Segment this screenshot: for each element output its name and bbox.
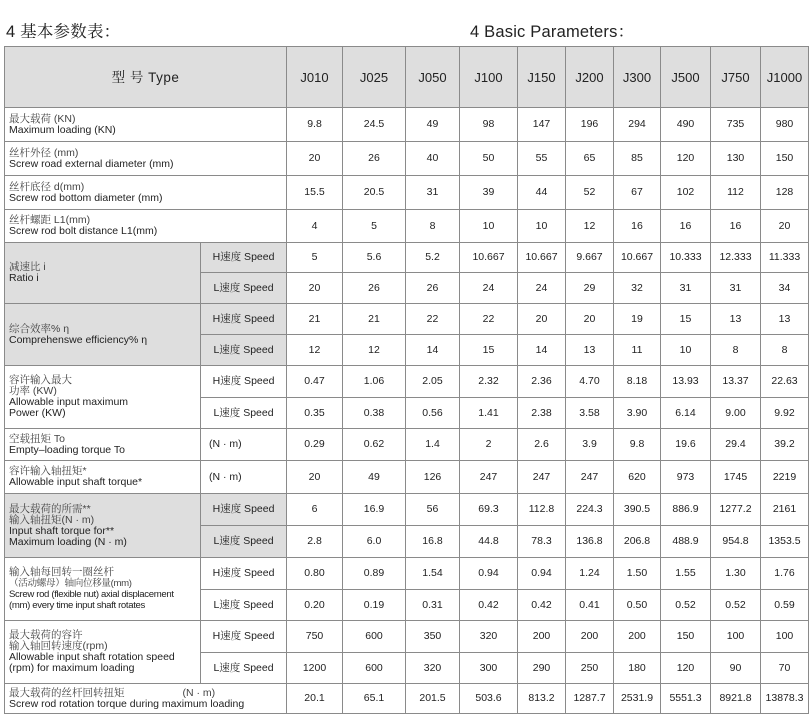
model-header: J750 [711,47,761,108]
row-label-line: 输入轴回转速度(rpm) [9,640,108,652]
row-label-line: (rpm) for maximum loading [9,662,135,674]
table-cell: 10.667 [518,243,566,273]
table-cell: 180 [614,653,661,684]
table-cell: 3.90 [614,398,661,429]
speed-h-label: H速度 Speed [201,304,287,335]
row-label-cn-text: 最大载荷的丝杆回转扭矩 [9,686,125,699]
table-cell: 0.41 [566,590,614,621]
table-cell: 0.94 [460,558,518,590]
table-header-row [5,47,809,108]
table-cell: 10 [661,335,711,366]
table-cell: 1.24 [566,558,614,590]
table-cell: 24 [460,273,518,304]
row-label-lead [5,210,287,243]
table-row-empty_torque [5,429,809,461]
table-cell: 100 [711,621,761,653]
row-label-en: Screw rod rotation torque during maximum loading [9,697,245,710]
speed-l-label: L速度 Speed [201,653,287,684]
row-label-cn: 减速比 i [9,261,46,273]
table-cell: 24.5 [343,108,406,142]
table-cell: 29 [566,273,614,304]
table-cell: 0.20 [287,590,343,621]
table-cell: 390.5 [614,494,661,526]
table-cell: 320 [406,653,460,684]
table-cell: 10 [460,210,518,243]
table-cell: 90 [711,653,761,684]
table-cell: 26 [343,142,406,176]
table-row-efficiency-h [5,304,809,335]
table-cell: 20 [287,273,343,304]
row-label-rod_torque [5,684,287,714]
table-cell: 6.14 [661,398,711,429]
table-cell: 1277.2 [711,494,761,526]
table-cell: 1.30 [711,558,761,590]
table-cell: 320 [460,621,518,653]
row-label-ext_dia [5,142,287,176]
model-header: J010 [287,47,343,108]
table-cell: 20 [566,304,614,335]
table-cell: 16.8 [406,526,460,558]
table-cell: 2 [460,429,518,461]
table-cell: 0.56 [406,398,460,429]
table-cell: 150 [661,621,711,653]
table-cell: 147 [518,108,566,142]
table-cell: 0.89 [343,558,406,590]
table-cell: 201.5 [406,684,460,714]
table-cell: 247 [460,461,518,494]
model-header: J025 [343,47,406,108]
table-cell: 1.41 [460,398,518,429]
row-label-line: 功率 (KW) [9,385,57,397]
table-cell: 3.9 [566,429,614,461]
table-cell: 21 [287,304,343,335]
table-cell: 735 [711,108,761,142]
table-cell: 21 [343,304,406,335]
row-label-displacement [5,558,201,621]
table-cell: 224.3 [566,494,614,526]
table-cell: 100 [761,621,809,653]
table-cell: 112 [711,176,761,210]
table-cell: 488.9 [661,526,711,558]
table-cell: 5.6 [343,243,406,273]
table-cell: 2.6 [518,429,566,461]
table-cell: 31 [661,273,711,304]
row-label-cn: 丝杆螺距 L1(mm) [9,214,91,226]
table-cell: 5 [343,210,406,243]
table-cell: 200 [614,621,661,653]
table-cell: 4 [287,210,343,243]
table-row-input_torque_max-h [5,494,809,526]
table-cell: 31 [406,176,460,210]
speed-h-label: H速度 Speed [201,621,287,653]
table-cell: 6.0 [343,526,406,558]
row-label-power [5,366,201,429]
table-cell: 55 [518,142,566,176]
table-cell: 120 [661,653,711,684]
table-cell: 0.59 [761,590,809,621]
table-cell: 120 [661,142,711,176]
table-cell: 294 [614,108,661,142]
row-label-cn: 丝杆底径 d(mm) [9,180,85,193]
table-cell: 128 [761,176,809,210]
row-label-cn: 丝杆外径 (mm) [9,146,79,159]
table-cell: 200 [566,621,614,653]
table-cell: 39.2 [761,429,809,461]
table-cell: 0.31 [406,590,460,621]
table-cell: 22 [406,304,460,335]
table-cell: 13 [566,335,614,366]
table-cell: 2.32 [460,366,518,398]
table-cell: 65 [566,142,614,176]
table-cell: 0.38 [343,398,406,429]
table-cell: 247 [566,461,614,494]
table-cell: 1353.5 [761,526,809,558]
section-title-chinese: 4 基本参数表： [6,23,121,41]
row-label-shaft_torque [5,461,201,494]
table-cell: 40 [406,142,460,176]
row-label-en: Ratio i [9,272,39,284]
row-label-line: Screw rod (flexible nut) axial displacement [9,589,174,600]
table-cell: 98 [460,108,518,142]
row-label-rotation_speed [5,621,201,684]
speed-l-label: L速度 Speed [201,335,287,366]
row-label-en: Empty–loading torque To [9,443,125,456]
table-row-max_load [5,108,809,142]
row-label-cn [9,688,286,699]
unit-cell: (N · m) [201,429,287,461]
table-cell: 12 [287,335,343,366]
table-cell: 16 [711,210,761,243]
row-label-en: Screw road external diameter (mm) [9,157,174,170]
table-cell: 56 [406,494,460,526]
table-cell: 112.8 [518,494,566,526]
speed-l-label: L速度 Speed [201,273,287,304]
table-cell: 2531.9 [614,684,661,714]
row-label-en: Comprehenswe efficiency% η [9,333,148,346]
table-row-shaft_torque [5,461,809,494]
table-cell: 3.58 [566,398,614,429]
table-cell: 49 [343,461,406,494]
table-cell: 65.1 [343,684,406,714]
table-cell: 126 [406,461,460,494]
table-cell: 600 [343,621,406,653]
table-cell: 0.94 [518,558,566,590]
model-header: J050 [406,47,460,108]
table-cell: 15 [661,304,711,335]
table-cell: 13 [711,304,761,335]
row-label-cn: 容许输入轴扭矩* [9,465,87,477]
table-cell: 8.18 [614,366,661,398]
table-cell: 9.8 [614,429,661,461]
table-cell: 15.5 [287,176,343,210]
table-cell: 10.667 [614,243,661,273]
table-cell: 2.05 [406,366,460,398]
table-cell: 196 [566,108,614,142]
table-cell: 20 [287,461,343,494]
table-row-rod_torque [5,684,809,714]
table-cell: 19.6 [661,429,711,461]
table-cell: 16 [661,210,711,243]
table-cell: 0.50 [614,590,661,621]
table-cell: 0.52 [711,590,761,621]
table-cell: 9.00 [711,398,761,429]
table-cell: 13878.3 [761,684,809,714]
row-label-line: Allowable input shaft rotation speed [9,651,175,663]
table-cell: 16 [614,210,661,243]
row-label-line: 最大载荷的所需** [9,502,91,515]
table-cell: 1.06 [343,366,406,398]
table-cell: 0.47 [287,366,343,398]
table-cell: 16.9 [343,494,406,526]
table-cell: 5551.3 [661,684,711,714]
table-cell: 29.4 [711,429,761,461]
table-row-lead [5,210,809,243]
table-cell: 11 [614,335,661,366]
table-cell: 5 [287,243,343,273]
table-row-ext_dia [5,142,809,176]
table-cell: 39 [460,176,518,210]
table-cell: 9.92 [761,398,809,429]
table-cell: 0.42 [460,590,518,621]
table-cell: 954.8 [711,526,761,558]
table-cell: 2161 [761,494,809,526]
table-cell: 2219 [761,461,809,494]
table-cell: 26 [406,273,460,304]
table-cell: 31 [711,273,761,304]
table-cell: 350 [406,621,460,653]
table-cell: 24 [518,273,566,304]
model-header: J200 [566,47,614,108]
table-cell: 973 [661,461,711,494]
table-cell: 4.70 [566,366,614,398]
row-label-line: 最大载荷的容许 [9,629,83,641]
table-cell: 32 [614,273,661,304]
table-cell: 69.3 [460,494,518,526]
row-label-line: （活动螺母）轴向位移量(mm) [9,578,132,589]
table-row-ratio-h [5,243,809,273]
table-cell: 2.38 [518,398,566,429]
table-cell: 1200 [287,653,343,684]
row-label-line: Allowable input maximum [9,396,129,408]
row-label-efficiency [5,304,201,366]
table-cell: 0.42 [518,590,566,621]
table-cell: 2.36 [518,366,566,398]
table-cell: 22.63 [761,366,809,398]
model-header: J500 [661,47,711,108]
table-cell: 1.76 [761,558,809,590]
table-cell: 1.54 [406,558,460,590]
table-cell: 0.62 [343,429,406,461]
table-cell: 1.55 [661,558,711,590]
table-cell: 1.4 [406,429,460,461]
table-cell: 620 [614,461,661,494]
table-cell: 0.29 [287,429,343,461]
table-cell: 15 [460,335,518,366]
table-cell: 10 [518,210,566,243]
speed-l-label: L速度 Speed [201,398,287,429]
row-label-cn: 最大载荷 (KN) [9,112,76,125]
row-label-line: Input shaft torque for** [9,524,115,537]
table-row-displacement-h [5,558,809,590]
type-header: 型 号 Type [5,47,287,108]
table-cell: 44 [518,176,566,210]
table-cell: 49 [406,108,460,142]
table-cell: 14 [406,335,460,366]
table-cell: 13.93 [661,366,711,398]
table-cell: 130 [711,142,761,176]
table-cell: 0.35 [287,398,343,429]
row-label-ratio [5,243,201,304]
row-label-cn: 综合效率% η [9,322,70,335]
table-row-power-h [5,366,809,398]
row-label-line: (mm) every time input shaft rotates [9,600,145,611]
basic-parameters-table [4,46,809,714]
section-title-english: 4 Basic Parameters： [470,23,635,41]
table-cell: 20.5 [343,176,406,210]
table-cell: 10.333 [661,243,711,273]
table-cell: 22 [460,304,518,335]
speed-h-label: H速度 Speed [201,366,287,398]
table-cell: 52 [566,176,614,210]
table-cell: 8921.8 [711,684,761,714]
table-cell: 13 [761,304,809,335]
table-cell: 600 [343,653,406,684]
row-label-line: Power (KW) [9,407,66,419]
table-cell: 9.8 [287,108,343,142]
table-cell: 206.8 [614,526,661,558]
table-cell: 2.8 [287,526,343,558]
table-cell: 20 [518,304,566,335]
speed-h-label: H速度 Speed [201,243,287,273]
table-cell: 13.37 [711,366,761,398]
row-label-en: Screw rod bottom diameter (mm) [9,191,163,204]
table-cell: 150 [761,142,809,176]
table-cell: 750 [287,621,343,653]
table-cell: 247 [518,461,566,494]
row-label-max_load [5,108,287,142]
table-cell: 8 [711,335,761,366]
model-header: J150 [518,47,566,108]
row-label-en: Screw rod bolt distance L1(mm) [9,225,158,237]
row-label-line: Maximum loading (N · m) [9,535,127,548]
table-cell: 70 [761,653,809,684]
table-cell: 200 [518,621,566,653]
row-label-line: 容许输入最大 [9,374,72,386]
table-cell: 19 [614,304,661,335]
table-cell: 34 [761,273,809,304]
table-cell: 78.3 [518,526,566,558]
table-cell: 490 [661,108,711,142]
table-cell: 503.6 [460,684,518,714]
table-cell: 886.9 [661,494,711,526]
table-cell: 8 [761,335,809,366]
table-row-rotation_speed-h [5,621,809,653]
row-label-bottom_dia [5,176,287,210]
table-cell: 67 [614,176,661,210]
table-cell: 813.2 [518,684,566,714]
table-cell: 5.2 [406,243,460,273]
table-cell: 136.8 [566,526,614,558]
table-cell: 1745 [711,461,761,494]
unit-cell: (N · m) [201,461,287,494]
table-cell: 1287.7 [566,684,614,714]
row-label-empty_torque [5,429,201,461]
table-cell: 85 [614,142,661,176]
table-cell: 10.667 [460,243,518,273]
table-cell: 250 [566,653,614,684]
speed-h-label: H速度 Speed [201,558,287,590]
row-label-input_torque_max [5,494,201,558]
table-cell: 20 [761,210,809,243]
table-cell: 290 [518,653,566,684]
table-cell: 12 [343,335,406,366]
table-cell: 9.667 [566,243,614,273]
speed-l-label: L速度 Speed [201,526,287,558]
table-cell: 11.333 [761,243,809,273]
row-label-line: 输入轴每回转一圈丝杆 [9,566,114,578]
table-cell: 102 [661,176,711,210]
table-row-bottom_dia [5,176,809,210]
table-cell: 6 [287,494,343,526]
table-cell: 300 [460,653,518,684]
table-cell: 0.19 [343,590,406,621]
table-cell: 50 [460,142,518,176]
table-cell: 980 [761,108,809,142]
table-cell: 20.1 [287,684,343,714]
table-cell: 44.8 [460,526,518,558]
model-header: J100 [460,47,518,108]
table-cell: 1.50 [614,558,661,590]
speed-h-label: H速度 Speed [201,494,287,526]
row-label-line: 输入轴扭矩(N · m) [9,513,95,526]
table-cell: 12 [566,210,614,243]
table-cell: 14 [518,335,566,366]
table-cell: 8 [406,210,460,243]
row-label-unit: (N · m) [182,686,216,699]
table-cell: 0.80 [287,558,343,590]
table-cell: 12.333 [711,243,761,273]
speed-l-label: L速度 Speed [201,590,287,621]
row-label-cn: 空载扭矩 To [9,432,66,445]
row-label-en: Allowable input shaft torque* [9,476,143,488]
model-header: J1000 [761,47,809,108]
table-cell: 20 [287,142,343,176]
table-cell: 26 [343,273,406,304]
row-label-en: Maximum loading (KN) [9,123,116,136]
table-cell: 0.52 [661,590,711,621]
model-header: J300 [614,47,661,108]
